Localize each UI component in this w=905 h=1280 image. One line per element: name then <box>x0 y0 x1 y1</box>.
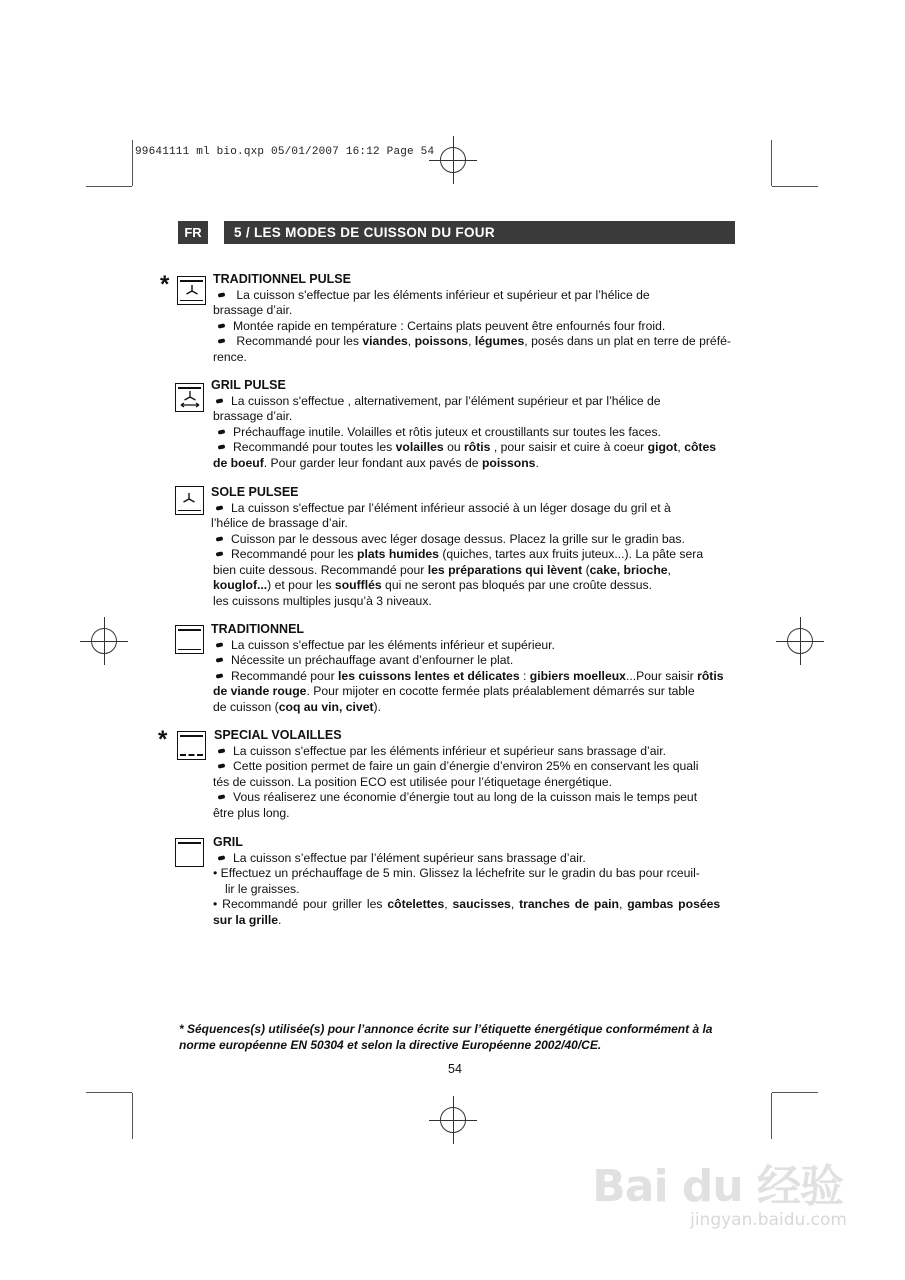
mode-line: Préchauffage inutile. Volailles et rôtis juteux et croustillants sur toutes les faces. <box>211 425 734 441</box>
mode-traditionnel <box>211 622 734 715</box>
energy-label-star: * <box>160 271 170 298</box>
registration-mark-icon <box>440 1107 466 1133</box>
mode-title: TRADITIONNEL <box>211 622 305 636</box>
section-header: 5 / LES MODES DE CUISSON DU FOUR <box>224 221 735 244</box>
mode-line: l’hélice de brassage d’air. <box>211 516 348 530</box>
mode-line: La cuisson s'effectue par les éléments inférieur et supérieur et par l’hélice de <box>213 288 736 304</box>
crop-mark <box>771 140 772 186</box>
mode-line: La cuisson s'effectue , alternativement, par l’élément supérieur et par l’hélice de <box>211 394 734 410</box>
print-slug: 99641111 ml bio.qxp 05/01/2007 16:12 Page 54 <box>135 146 435 158</box>
mode-line: Recommandé pour les cuissons lentes et délicates : gibiers moelleux...Pour saisir rôtis <box>211 669 734 685</box>
eco-oven-icon <box>177 731 206 760</box>
mode-line: • Effectuez un préchauffage de 5 min. Glissez la léchefrite sur le gradin du bas pour rceuil- <box>213 866 700 880</box>
mode-title: GRIL PULSE <box>211 378 286 392</box>
mode-line: kouglof...) et pour les soufflés qui ne seront pas bloqués par une croûte dessus. <box>213 578 652 592</box>
watermark-url: jingyan.baidu.com <box>690 1210 847 1230</box>
mode-sole-pulsee <box>211 485 734 609</box>
traditional-fan-oven-icon <box>177 276 206 305</box>
mode-traditionnel-pulse <box>213 272 736 365</box>
mode-line: Recommandé pour les viandes, poissons, légumes, posés dans un plat en terre de préfé- <box>213 334 736 350</box>
traditional-oven-icon <box>175 625 204 654</box>
registration-mark-icon <box>440 147 466 173</box>
mode-line: être plus long. <box>213 805 290 820</box>
mode-line: tés de cuisson. La position ECO est utilisée pour l’étiquetage énergétique. <box>213 774 613 789</box>
bullet-icon <box>218 323 226 328</box>
mode-line: La cuisson s'effectue par les éléments inférieur et supérieur. <box>211 638 734 654</box>
crop-mark <box>771 1093 772 1139</box>
mode-special-volailles <box>213 728 736 821</box>
bullet-icon <box>218 339 226 344</box>
fan-grill-icon <box>175 383 204 412</box>
crop-mark <box>772 186 818 187</box>
mode-line: les cuissons multiples jusqu’à 3 niveaux. <box>213 593 432 608</box>
mode-line: de viande rouge. Pour mijoter en cocotte fermée plats préalablement démarrés sur table <box>213 684 695 698</box>
mode-title: SOLE PULSEE <box>211 485 299 499</box>
bullet-icon <box>218 445 226 450</box>
mode-line: Vous réaliserez une économie d’énergie tout au long de la cuisson mais le temps peut <box>213 790 736 806</box>
mode-line: brassage d’air. <box>213 409 293 423</box>
mode-line: La cuisson s'effectue par l’élément inférieur associé à un léger dosage du gril et à <box>211 501 734 517</box>
bullet-icon <box>216 536 224 541</box>
mode-line: bien cuite dessous. Recommandé pour les préparations qui lèvent (cake, brioche, <box>213 562 671 577</box>
mode-line: rence. <box>213 349 247 364</box>
registration-mark-icon <box>91 628 117 654</box>
mode-line: lir le graisses. <box>225 881 300 896</box>
mode-line: Cette position permet de faire un gain d’énergie d’environ 25% en conservant les quali <box>213 759 736 775</box>
mode-title: SPECIAL VOLAILLES <box>214 728 342 742</box>
mode-line: La cuisson s’effectue par l’élément supérieur sans brassage d’air. <box>213 851 736 867</box>
page-number: 54 <box>448 1062 462 1076</box>
bullet-icon <box>218 795 226 800</box>
bottom-fan-oven-icon <box>175 486 204 515</box>
mode-line: Recommandé pour toutes les volailles ou rôtis , pour saisir et cuire à coeur gigot, côtes <box>211 440 734 456</box>
mode-line: La cuisson s'effectue par les éléments inférieur et supérieur sans brassage d’air. <box>213 744 736 760</box>
mode-line: Recommandé pour les plats humides (quiches, tartes aux fruits juteux...). La pâte sera <box>211 547 734 563</box>
bullet-icon <box>216 642 224 647</box>
bullet-icon <box>218 764 226 769</box>
bullet-icon <box>218 855 226 860</box>
mode-line: Nécessite un préchauffage avant d’enfourner le plat. <box>211 653 734 669</box>
energy-label-star: * <box>158 726 168 753</box>
bullet-icon <box>216 673 224 678</box>
crop-mark <box>132 1093 133 1139</box>
crop-mark <box>772 1092 818 1093</box>
bullet-icon <box>216 658 224 663</box>
mode-gril-pulse <box>211 378 734 471</box>
mode-line: de cuisson (coq au vin, civet). <box>213 699 381 714</box>
mode-title: TRADITIONNEL PULSE <box>213 272 351 286</box>
bullet-icon <box>218 292 226 297</box>
bullet-icon <box>216 552 224 557</box>
bullet-icon <box>216 398 224 403</box>
bullet-icon <box>216 505 224 510</box>
mode-line: Cuisson par le dessous avec léger dosage dessus. Placez la grille sur le gradin bas. <box>211 532 734 548</box>
watermark-logo: Bai du 经验 <box>592 1161 843 1212</box>
mode-line: brassage d’air. <box>213 303 293 317</box>
grill-icon <box>175 838 204 867</box>
mode-line: • Recommandé pour griller les côtelettes, saucisses, tranches de pain, gambas posées <box>213 897 721 911</box>
crop-mark <box>86 186 132 187</box>
crop-mark <box>86 1092 132 1093</box>
crop-mark <box>132 140 133 186</box>
mode-title: GRIL <box>213 835 243 849</box>
mode-line: sur la grille. <box>213 912 282 927</box>
bullet-icon <box>218 748 226 753</box>
registration-mark-icon <box>787 628 813 654</box>
bullet-icon <box>218 429 226 434</box>
energy-label-footnote: * Séquences(s) utilisée(s) pour l’annonce écrite sur l’étiquette énergétique conformément à la norme européenne EN 50304 et selon la directive Européenne 2002/40/CE. <box>179 1022 713 1052</box>
mode-line: Montée rapide en température : Certains plats peuvent être enfournés four froid. <box>213 319 736 335</box>
language-badge: FR <box>178 221 208 244</box>
mode-line: de boeuf. Pour garder leur fondant aux pavés de poissons. <box>213 455 539 470</box>
mode-gril <box>213 835 736 928</box>
